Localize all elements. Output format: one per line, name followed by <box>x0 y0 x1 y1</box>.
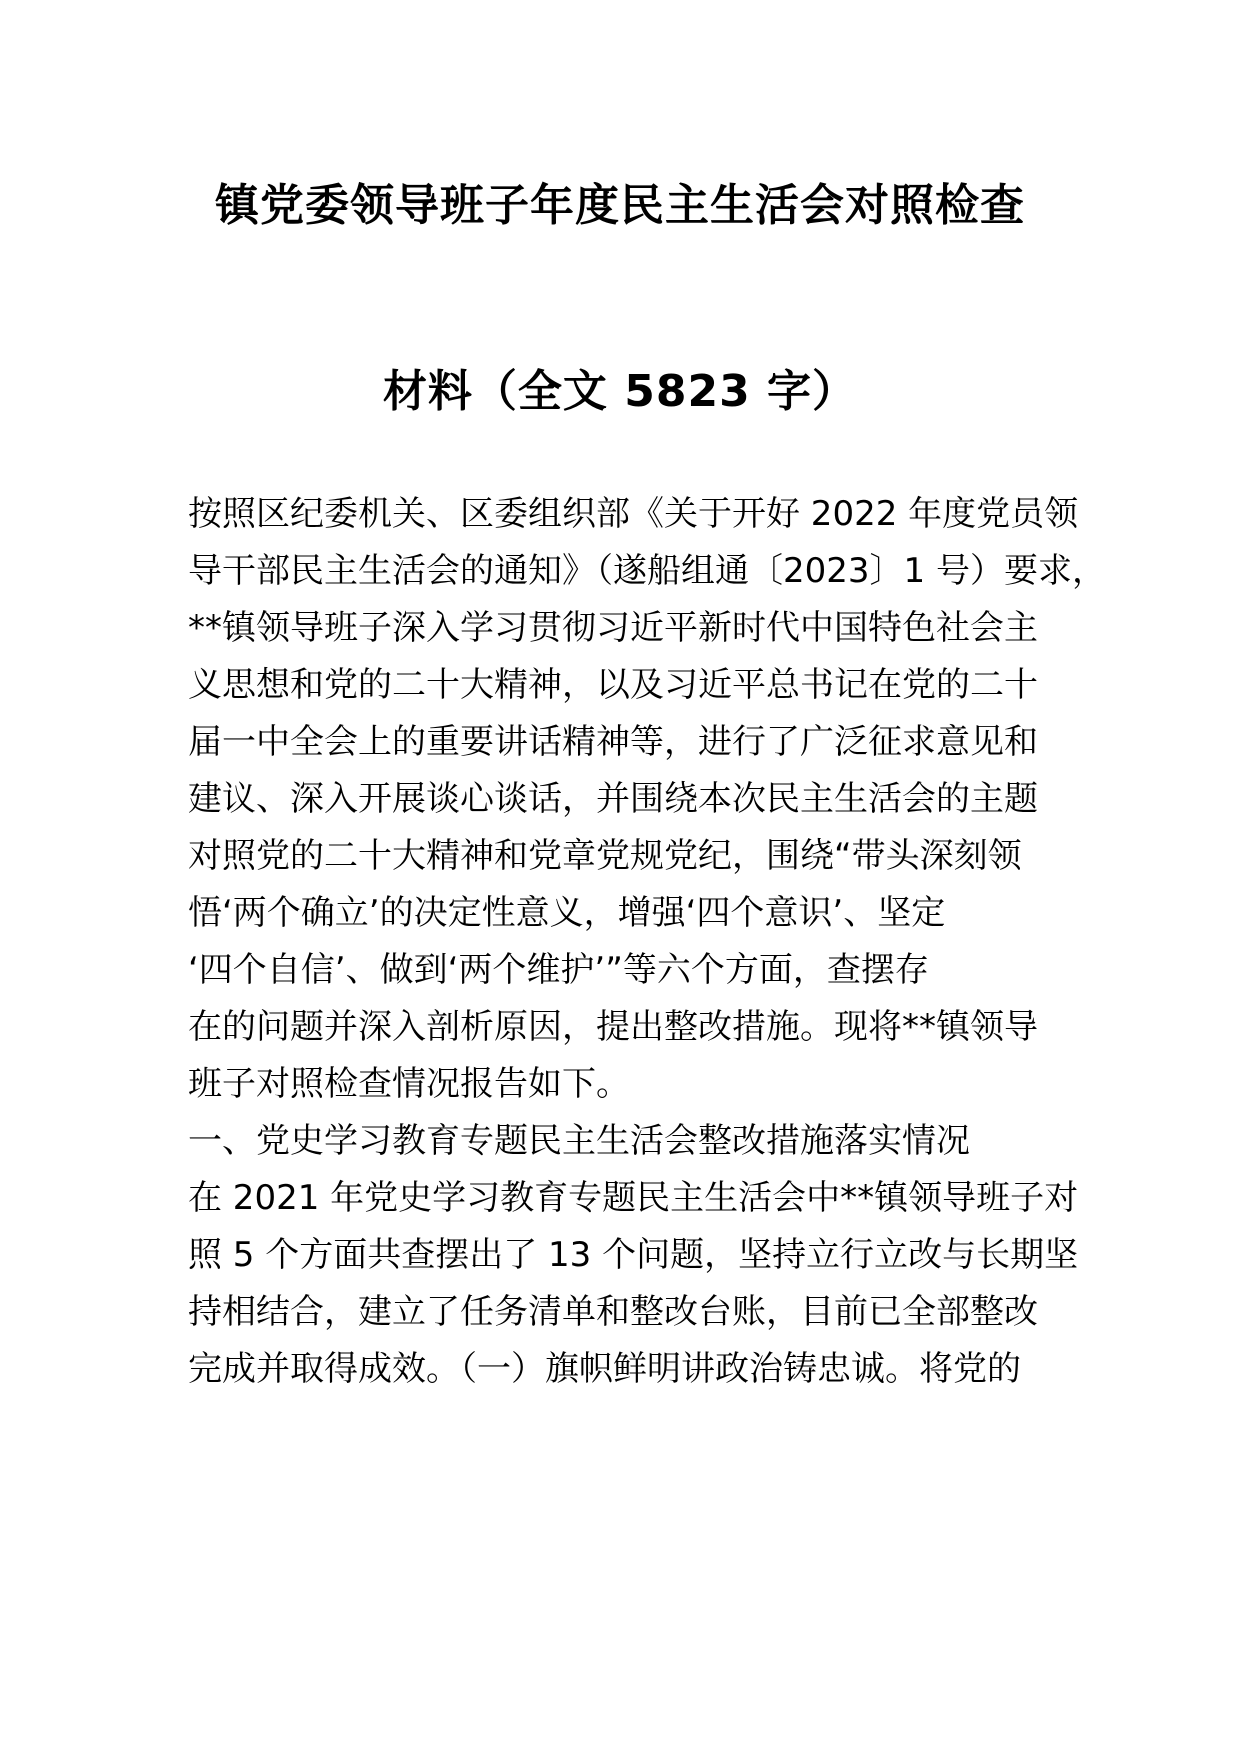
body-line: 持相结合，建立了任务清单和整改台账，目前已全部整改 <box>188 1292 1038 1332</box>
body-line: 完成并取得成效。（一）旗帜鲜明讲政治铸忠诚。将党的 <box>188 1349 1021 1389</box>
body-line: 照 5 个方面共查摆出了 13 个问题，坚持立行立改与长期坚 <box>188 1235 1079 1275</box>
body-line: 对照党的二十大精神和党章党规党纪，围绕“带头深刻领 <box>188 836 1022 876</box>
body-line: 按照区纪委机关、区委组织部《关于开好 2022 年度党员领 <box>188 494 1079 534</box>
body-line: 在的问题并深入剖析原因，提出整改措施。现将**镇领导 <box>188 1007 1038 1047</box>
body-line: 届一中全会上的重要讲话精神等，进行了广泛征求意见和 <box>188 722 1038 762</box>
body-line: 悟‘两个确立’的决定性意义，增强‘四个意识’、坚定 <box>188 893 946 933</box>
body-line: ‘四个自信’、做到‘两个维护’”等六个方面，查摆存 <box>188 950 929 990</box>
body-line: 导干部民主生活会的通知》（遂船组通〔2023〕1 号）要求， <box>188 551 1106 591</box>
document-title-line-2: 材料（全文 5823 字） <box>382 366 858 417</box>
document-title-line-1: 镇党委领导班子年度民主生活会对照检查 <box>215 180 1025 231</box>
section-heading: 一、党史学习教育专题民主生活会整改措施落实情况 <box>188 1121 970 1161</box>
body-line: **镇领导班子深入学习贯彻习近平新时代中国特色社会主 <box>188 608 1038 648</box>
body-line: 班子对照检查情况报告如下。 <box>188 1064 630 1104</box>
body-line: 建议、深入开展谈心谈话，并围绕本次民主生活会的主题 <box>188 779 1038 819</box>
body-line: 在 2021 年党史学习教育专题民主生活会中**镇领导班子对 <box>188 1178 1079 1218</box>
body-line: 义思想和党的二十大精神，以及习近平总书记在党的二十 <box>188 665 1038 705</box>
